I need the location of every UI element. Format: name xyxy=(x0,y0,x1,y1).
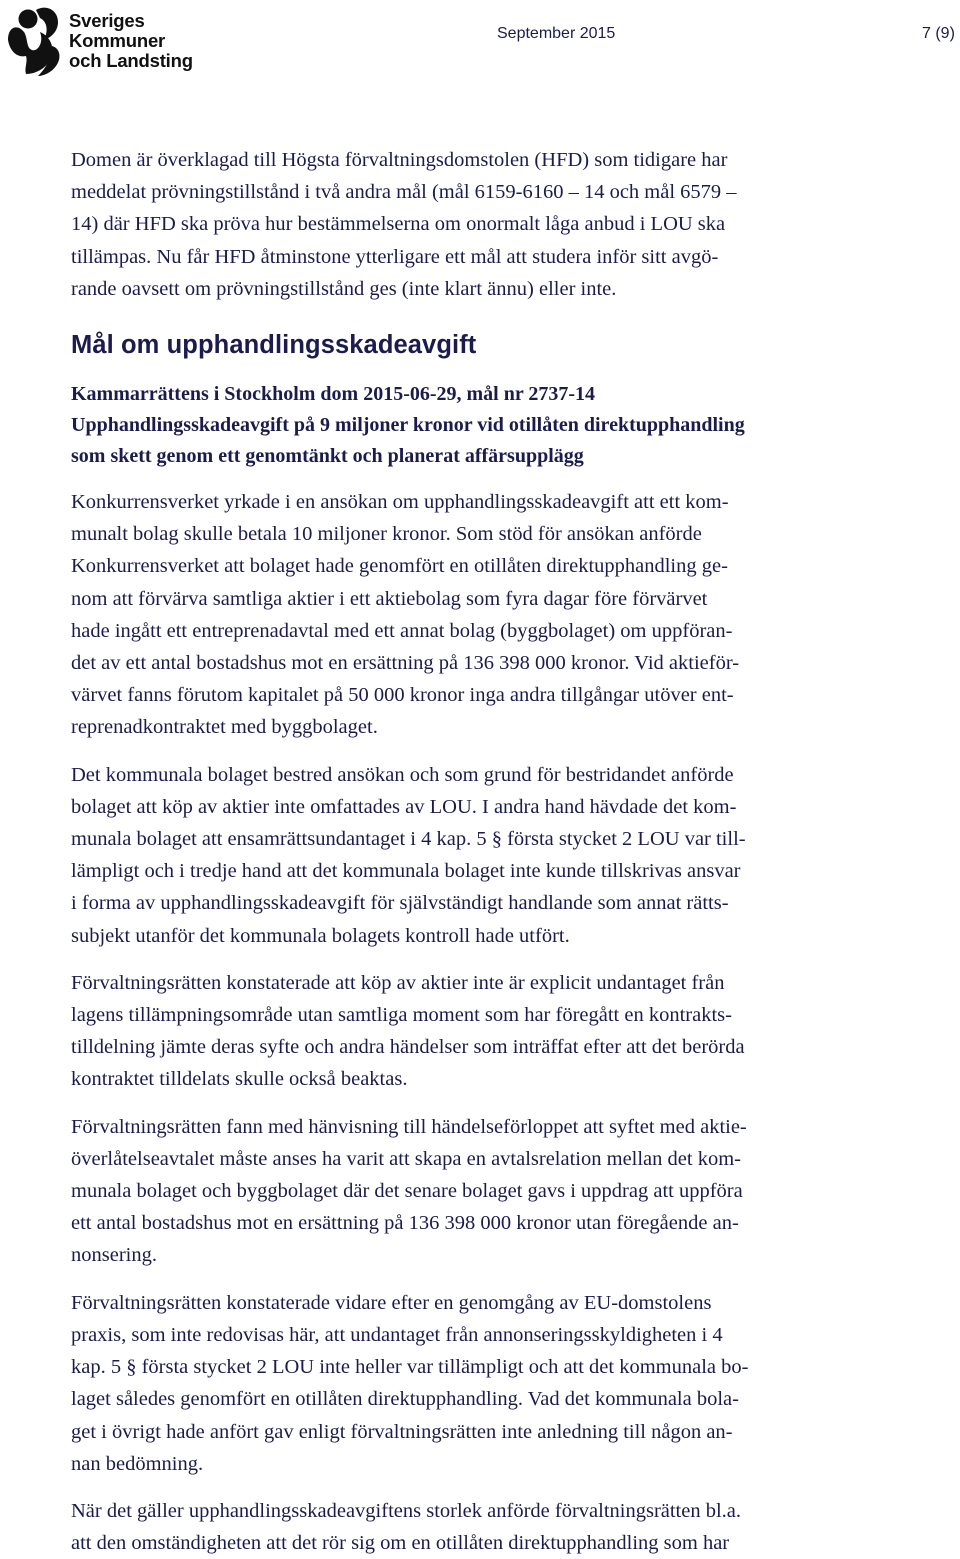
text-line: Det kommunala bolaget bestred ansökan och som grund för bestridandet anförde xyxy=(71,763,734,786)
skl-logo xyxy=(6,2,196,78)
text-line: Förvaltningsrätten fann med hänvisning till händelseförloppet att syftet med aktie- xyxy=(71,1115,747,1138)
logo-wordmark xyxy=(69,11,193,71)
section-heading: Mål om upphandlingsskadeavgift xyxy=(71,331,477,360)
text-line: praxis, som inte redovisas här, att undantaget från annonseringsskyldigheten i 4 xyxy=(71,1323,723,1346)
text-line: nom att förvärva samtliga aktier i ett aktiebolag som fyra dagar före förvärvet xyxy=(71,587,708,610)
logo-line: Sveriges xyxy=(69,10,145,31)
text-line: Konkurrensverket att bolaget hade genomfört en otillåten direktupphandling ge- xyxy=(71,555,728,578)
text-line: munalt bolag skulle betala 10 miljoner kronor. Som stöd för ansökan anförde xyxy=(71,523,702,546)
text-line: tillämpas. Nu får HFD åtminstone ytterligare ett mål att studera inför sitt avgö- xyxy=(71,245,719,268)
text-line: nan bedömning. xyxy=(71,1452,204,1475)
document-body xyxy=(71,144,911,1559)
text-line: i forma av upphandlingsskadeavgift för självständigt handlande som annat rätts- xyxy=(71,892,729,915)
body-paragraph xyxy=(71,759,911,952)
header-date: September 2015 xyxy=(497,25,616,42)
text-line: Förvaltningsrätten konstaterade att köp av aktier inte är explicit undantaget från xyxy=(71,971,725,994)
text-line: get i övrigt hade anfört gav enligt förvaltningsrätten inte anledning till någon an- xyxy=(71,1420,733,1443)
case-summary-line: som skett genom ett genomtänkt och planerat affärsupplägg xyxy=(71,445,584,468)
body-paragraph xyxy=(71,1495,911,1559)
text-line: kap. 5 § första stycket 2 LOU inte heller var tillämpligt och att det kommunala bo- xyxy=(71,1356,749,1379)
skl-emblem-icon xyxy=(6,2,66,78)
text-line: Konkurrensverket yrkade i en ansökan om upphandlingsskadeavgift att ett kom- xyxy=(71,491,729,514)
text-line: När det gäller upphandlingsskadeavgiftens storlek anförde förvaltningsrätten bl.a. xyxy=(71,1499,742,1522)
text-line: nonsering. xyxy=(71,1244,157,1267)
intro-paragraph xyxy=(71,144,911,305)
case-summary-line: Upphandlingsskadeavgift på 9 miljoner kronor vid otillåten direktupphandling xyxy=(71,414,745,437)
text-line: munala bolaget att ensamrättsundantaget i 4 kap. 5 § första stycket 2 LOU var till- xyxy=(71,828,746,851)
logo-line: och Landsting xyxy=(69,50,193,71)
text-line: reprenadkontraktet med byggbolaget. xyxy=(71,716,378,739)
text-line: kontraktet tilldelats skulle också beaktas. xyxy=(71,1068,408,1091)
page-number: 7 (9) xyxy=(922,25,955,42)
text-line: Förvaltningsrätten konstaterade vidare efter en genomgång av EU-domstolens xyxy=(71,1291,712,1314)
text-line: lagens tillämpningsområde utan samtliga moment som har föregått en kontrakts- xyxy=(71,1004,732,1027)
text-line: hade ingått ett entreprenadavtal med ett annat bolag (byggbolaget) om uppföran- xyxy=(71,619,733,642)
case-title: Kammarrättens i Stockholm dom 2015-06-29, mål nr 2737-14 xyxy=(71,383,596,406)
text-line: laget således genomfört en otillåten direktupphandling. Vad det kommunala bola- xyxy=(71,1388,739,1411)
text-line: Domen är överklagad till Högsta förvaltningsdomstolen (HFD) som tidigare har xyxy=(71,149,728,171)
text-line: meddelat prövningstillstånd i två andra mål (mål 6159-6160 – 14 och mål 6579 – xyxy=(71,181,737,204)
text-line: munala bolaget och byggbolaget där det senare bolaget gavs i uppdrag att uppföra xyxy=(71,1180,743,1203)
body-paragraph xyxy=(71,486,911,744)
text-line: subjekt utanför det kommunala bolagets kontroll hade utfört. xyxy=(71,924,570,947)
text-line: rande oavsett om prövningstillstånd ges (inte klart ännu) eller inte. xyxy=(71,277,617,300)
text-line: överlåtelseavtalet måste anses ha varit att skapa en avtalsrelation mellan det kom- xyxy=(71,1147,741,1170)
text-line: ett antal bostadshus mot en ersättning på 136 398 000 kronor utan föregående an- xyxy=(71,1212,739,1235)
text-line: 14) där HFD ska pröva hur bestämmelserna om onormalt låga anbud i LOU ska xyxy=(71,213,726,236)
text-line: bolaget att köp av aktier inte omfattades av LOU. I andra hand hävdade det kom- xyxy=(71,795,737,818)
body-paragraph xyxy=(71,1287,911,1480)
logo-line: Kommuner xyxy=(69,30,166,51)
text-line: det av ett antal bostadshus mot en ersättning på 136 398 000 kronor. Vid aktieför- xyxy=(71,652,740,675)
text-line: lämpligt och i tredje hand att det kommunala bolaget inte kunde tillskrivas ansvar xyxy=(71,860,741,883)
text-line: tilldelning jämte deras syfte och andra händelser som inträffat efter att det berörda xyxy=(71,1036,745,1059)
case-summary xyxy=(71,379,911,472)
body-paragraph xyxy=(71,967,911,1096)
text-line: värvet fanns förutom kapitalet på 50 000 kronor inga andra tillgångar utöver ent- xyxy=(71,684,734,707)
body-paragraph xyxy=(71,1111,911,1272)
text-line: att den omständigheten att det rör sig om en otillåten direktupphandling som har xyxy=(71,1532,730,1555)
